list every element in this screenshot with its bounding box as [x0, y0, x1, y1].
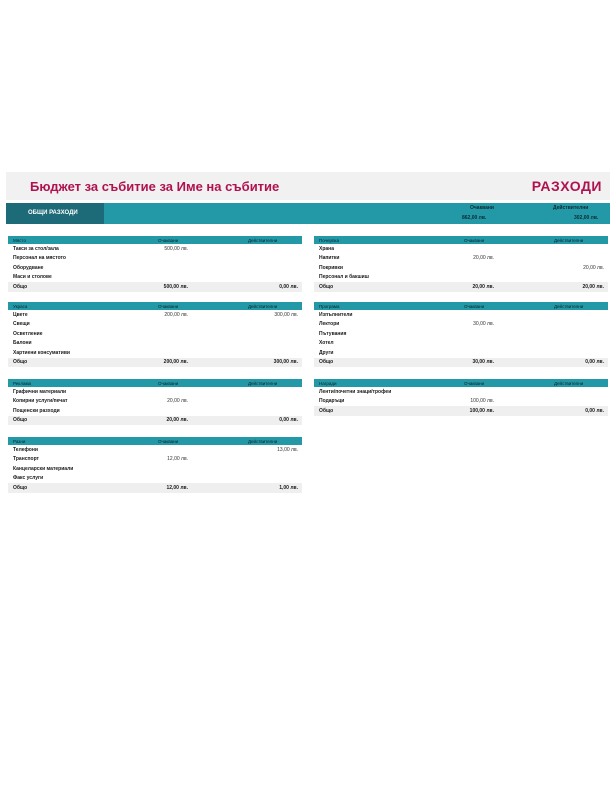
total-label: Общо — [13, 283, 28, 290]
row-label: Пътувания — [319, 330, 347, 337]
summary-actual-label: Действителни — [553, 205, 589, 211]
col-actual: Действителни — [248, 237, 278, 243]
summary-expected-label: Очаквани — [470, 205, 494, 211]
table-row — [8, 397, 302, 407]
col-expected: Очаквани — [464, 303, 485, 309]
row-expected: 20,00 лв. — [167, 398, 188, 404]
total-actual: 1,00 лв. — [279, 484, 298, 491]
table-row — [8, 244, 302, 254]
total-actual: 300,00 лв. — [273, 359, 298, 365]
total-actual: 0,00 лв. — [585, 407, 604, 414]
total-expected: 12,00 лв. — [166, 484, 188, 491]
row-label: Такси за стол/зала — [13, 245, 59, 252]
total-actual: 0,00 лв. — [279, 417, 298, 423]
total-label: Общо — [13, 417, 28, 423]
row-label: Изпълнители — [319, 311, 353, 318]
row-label: Канцеларски материали — [13, 465, 74, 472]
table-miscellaneous — [8, 437, 302, 493]
row-label: Персонал и бакшиш — [319, 274, 369, 280]
total-expected: 100,00 лв. — [469, 407, 494, 414]
table-row — [8, 320, 302, 330]
col-actual: Действителни — [554, 303, 584, 309]
col-expected: Очаквани — [158, 438, 179, 444]
total-label: Общо — [13, 484, 28, 491]
table-header — [8, 379, 302, 387]
total-actual: 20,00 лв. — [582, 283, 604, 290]
table-row — [8, 464, 302, 474]
table-title: Награди — [319, 380, 337, 386]
row-label: Лектори — [319, 321, 340, 327]
table-row — [8, 254, 302, 264]
row-label: Балони — [13, 340, 32, 346]
total-expected: 200,00 лв. — [163, 359, 188, 365]
table-row — [314, 329, 608, 339]
table-total-row — [8, 282, 302, 292]
col-expected: Очаквани — [158, 237, 179, 243]
table-program — [314, 302, 608, 367]
table-row — [8, 348, 302, 358]
table-row — [314, 273, 608, 283]
col-expected: Очаквани — [464, 380, 485, 386]
table-header — [314, 302, 608, 310]
row-label: Хартиени консумативи — [13, 349, 70, 356]
table-title: Програма — [319, 303, 340, 309]
col-actual: Действителни — [248, 380, 278, 386]
row-label: Маси и столове — [13, 274, 52, 280]
col-actual: Действителни — [248, 303, 278, 309]
total-actual: 0,00 лв. — [279, 283, 298, 290]
table-row — [314, 263, 608, 273]
table-row — [314, 387, 608, 397]
col-actual: Действителни — [248, 438, 278, 444]
total-actual: 0,00 лв. — [585, 359, 604, 365]
row-label: Напитки — [319, 255, 340, 261]
table-row — [314, 310, 608, 320]
row-expected: 200,00 лв. — [164, 311, 188, 318]
table-total-row — [8, 358, 302, 368]
table-total-row — [8, 416, 302, 426]
row-label: Телефони — [13, 446, 38, 453]
table-awards — [314, 379, 608, 416]
row-actual: 20,00 лв. — [583, 264, 604, 271]
table-row — [314, 254, 608, 264]
row-expected: 20,00 лв. — [473, 255, 494, 261]
total-label: Общо — [319, 407, 334, 414]
col-expected: Очаквани — [158, 380, 179, 386]
table-row — [8, 339, 302, 349]
table-advertising — [8, 379, 302, 425]
row-label: Хотел — [319, 340, 334, 346]
table-title: Място — [13, 237, 26, 243]
table-row — [8, 474, 302, 484]
col-actual: Действителни — [554, 237, 584, 243]
table-title: Украса — [13, 303, 28, 309]
table-row — [8, 329, 302, 339]
table-row — [314, 397, 608, 407]
table-row — [8, 387, 302, 397]
table-row — [314, 244, 608, 254]
row-label: Графични материали — [13, 388, 67, 395]
row-actual: 13,00 лв. — [277, 446, 298, 453]
row-actual: 300,00 лв. — [274, 311, 298, 318]
row-label: Факс услуги — [13, 475, 44, 481]
row-expected: 100,00 лв. — [470, 398, 494, 404]
row-label: Подаръци — [319, 398, 345, 404]
total-label: Общо — [13, 359, 28, 365]
page-title: Бюджет за събитие за Име на събитие — [30, 179, 280, 194]
table-title: Разни — [13, 438, 26, 444]
row-label: Персонал на мястото — [13, 255, 66, 261]
table-header — [8, 236, 302, 244]
col-expected: Очаквани — [158, 303, 179, 309]
row-label: Транспорт — [13, 456, 40, 462]
total-label: Общо — [319, 283, 334, 290]
total-expected: 30,00 лв. — [472, 359, 494, 365]
table-row — [8, 455, 302, 465]
row-expected: 12,00 лв. — [167, 456, 188, 462]
table-header — [314, 236, 608, 244]
table-row — [314, 348, 608, 358]
total-expected: 20,00 лв. — [472, 283, 494, 290]
row-expected: 500,00 лв. — [164, 245, 188, 252]
total-label: Общо — [319, 359, 334, 365]
table-row — [8, 445, 302, 455]
table-total-row — [314, 358, 608, 368]
table-title: Реклама — [13, 380, 32, 386]
total-expected: 500,00 лв. — [163, 283, 188, 290]
row-expected: 30,00 лв. — [473, 321, 494, 327]
row-label: Оборудване — [13, 264, 44, 271]
table-row — [8, 273, 302, 283]
table-header — [8, 302, 302, 310]
row-label: Ленти/почетни знаци/трофеи — [319, 388, 392, 395]
section-heading: РАЗХОДИ — [531, 178, 602, 194]
row-label: Други — [319, 349, 334, 356]
row-label: Осветление — [13, 330, 43, 337]
col-expected: Очаквани — [464, 237, 485, 243]
summary-tab: ОБЩИ РАЗХОДИ — [6, 203, 104, 224]
table-venue — [8, 236, 302, 292]
table-total-row — [314, 282, 608, 292]
row-label: Цвете — [13, 311, 28, 318]
table-header — [314, 379, 608, 387]
table-refreshments — [314, 236, 608, 292]
table-row — [8, 310, 302, 320]
table-decoration — [8, 302, 302, 367]
table-total-row — [8, 483, 302, 493]
col-actual: Действителни — [554, 380, 584, 386]
table-row — [8, 406, 302, 416]
table-row — [314, 339, 608, 349]
table-header — [8, 437, 302, 445]
table-row — [314, 320, 608, 330]
summary-actual-value: 302,00 лв. — [574, 215, 599, 221]
row-label: Копирни услуги/печат — [13, 398, 68, 404]
row-label: Храна — [319, 245, 334, 252]
summary-expected-value: 862,00 лв. — [462, 215, 487, 221]
row-label: Покривки — [319, 264, 343, 271]
table-title: Почерпка — [319, 237, 339, 243]
row-label: Пощенски разходи — [13, 407, 60, 414]
table-total-row — [314, 406, 608, 416]
table-row — [8, 263, 302, 273]
row-label: Свещи — [13, 321, 30, 327]
total-expected: 20,00 лв. — [166, 417, 188, 423]
